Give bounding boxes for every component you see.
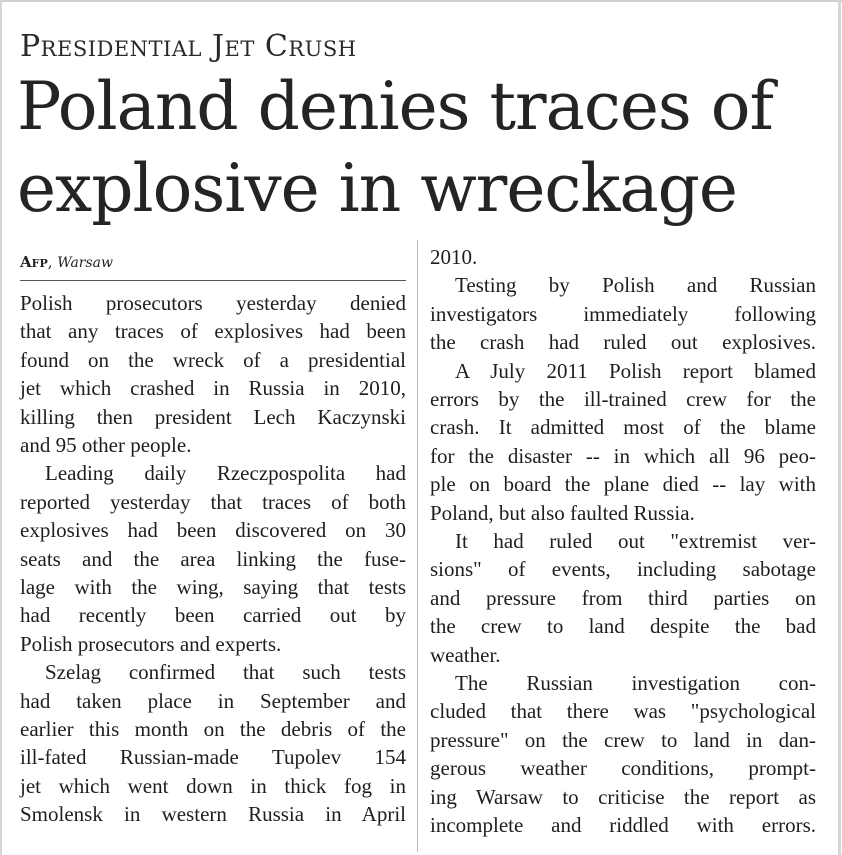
col2-text-line: the crash had ruled out explosives. (430, 330, 816, 355)
col2-text-line: investigators immediately following (430, 301, 816, 326)
byline-agency: Afp (20, 253, 48, 271)
col2-text-line: the crew to land despite the bad (430, 614, 816, 639)
col2-text-line: sions" of events, including sabotage (430, 557, 816, 582)
byline-city: Warsaw (57, 255, 114, 271)
col1-text-line: jet which went down in thick fog in (20, 773, 406, 798)
headline-line-2: explosive in wreckage (17, 150, 737, 227)
col2-text-line: weather. (430, 642, 501, 667)
page-border-top (0, 0, 842, 2)
col2-text-line: The Russian investigation con- (455, 671, 816, 695)
col2-text-line: 2010. (430, 245, 478, 269)
col1-text-line: had taken place in September and (20, 688, 406, 713)
page-border-left (0, 0, 2, 855)
byline (20, 252, 113, 273)
section-kicker: Presidential Jet Crush (20, 29, 357, 64)
col2-text-line: crash. It admitted most of the blame (430, 415, 816, 440)
col1-text-line: and 95 other people. (20, 433, 192, 457)
col2-text-line: A July 2011 Polish report blamed (455, 358, 816, 383)
col2-text-line: It had ruled out "extremist ver- (455, 529, 816, 553)
col2-text-line: and pressure from third parties on (430, 585, 816, 610)
col1-text-line: reported yesterday that traces of both (20, 489, 406, 514)
col2-text-line: cluded that there was "psychological (430, 699, 816, 724)
headline-line-1: Poland denies traces of (17, 68, 773, 145)
col1-text-line: jet which crashed in Russia in 2010, (20, 376, 406, 401)
col1-text-line: that any traces of explosives had been (20, 319, 406, 344)
column-divider (417, 240, 418, 852)
col1-text-line: ill-fated Russian-made Tupolev 154 (20, 745, 406, 770)
col1-text-line: explosives had been discovered on 30 (20, 518, 406, 543)
col1-text-line: lage with the wing, saying that tests (20, 575, 406, 599)
col1-text-line: Leading daily Rzeczpospolita had (45, 461, 406, 486)
col1-text-line: earlier this month on the debris of the (20, 717, 406, 741)
col2-text-line: incomplete and riddled with errors. (430, 813, 816, 837)
col2-text-line: ing Warsaw to criticise the report as (430, 784, 816, 809)
col2-text-line: Poland, but also faulted Russia. (430, 500, 695, 525)
col1-text-line: had recently been carried out by (20, 603, 406, 628)
col1-text-line: Polish prosecutors and experts. (20, 631, 282, 656)
col1-text-line: Smolensk in western Russia in April (20, 802, 406, 827)
col2-text-line: errors by the ill-trained crew for the (430, 387, 816, 411)
headline (17, 66, 837, 230)
col2-text-line: ple on board the plane died -- lay with (430, 472, 816, 497)
col2-text-line: Testing by Polish and Russian (455, 273, 816, 298)
byline-separator: , (47, 253, 58, 271)
col2-text-line: for the disaster -- in which all 96 peo- (430, 443, 816, 468)
page-border-right (838, 0, 841, 855)
col1-text-line: seats and the area linking the fuse- (20, 546, 406, 571)
col1-text-line: Polish prosecutors yesterday denied (20, 291, 406, 315)
col2-text-line: pressure" on the crew to land in dan- (430, 727, 816, 752)
col1-text-line: found on the wreck of a presidential (20, 347, 406, 372)
col2-text-line: gerous weather conditions, prompt- (430, 756, 816, 781)
byline-rule (20, 280, 406, 281)
col1-text-line: killing then president Lech Kaczynski (20, 404, 406, 429)
col1-text-line: Szelag confirmed that such tests (45, 660, 406, 685)
